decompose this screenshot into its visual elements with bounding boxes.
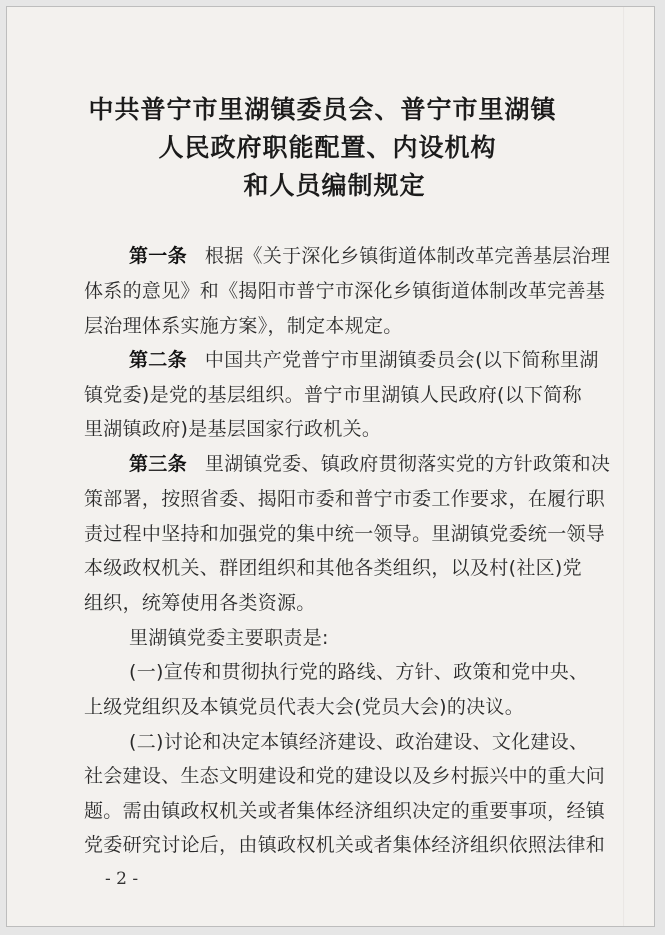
- duty-1-text-1: (一)宣传和贯彻执行党的路线、方针、政策和党中央、: [129, 661, 589, 683]
- article-3-text-4: 本级政权机关、群团组织和其他各类组织，以及村(社区)党: [84, 557, 582, 579]
- document-title-line-2: 人民政府职能配置、内设机构: [158, 133, 497, 162]
- document-title-line-3: 和人员编制规定: [243, 171, 426, 200]
- document-title-line-1: 中共普宁市里湖镇委员会、普宁市里湖镇: [88, 95, 557, 124]
- article-3-text-1: 里湖镇党委、镇政府贯彻落实党的方针政策和决: [204, 453, 611, 475]
- duty-2-text-4: 党委研究讨论后，由镇政权机关或者集体经济组织依照法律和: [84, 834, 606, 856]
- article-1-text-3: 层治理体系实施方案》，制定本规定。: [84, 315, 403, 337]
- article-2-first-line: [129, 349, 599, 371]
- duty-2-text-1: (二)讨论和决定本镇经济建设、政治建设、文化建设、: [129, 731, 589, 753]
- article-1-text-2: 体系的意见》和《揭阳市普宁市深化乡镇街道体制改革完善基: [84, 280, 606, 302]
- article-2-heading: 第二条: [129, 349, 187, 371]
- article-2-text-3: 里湖镇政府)是基层国家行政机关。: [84, 418, 382, 440]
- article-2-text-2: 镇党委)是党的基层组织。普宁市里湖镇人民政府(以下简称: [84, 384, 582, 406]
- article-1-first-line: [129, 245, 610, 267]
- duty-2-text-3: 题。需由镇政权机关或者集体经济组织决定的重要事项，经镇: [84, 800, 606, 822]
- article-1-heading: 第一条: [129, 245, 187, 267]
- article-3-first-line: [129, 453, 610, 475]
- article-1-text-1: 根据《关于深化乡镇街道体制改革完善基层治理: [204, 245, 611, 267]
- article-3-text-3: 责过程中坚持和加强党的集中统一领导。里湖镇党委统一领导: [84, 523, 606, 545]
- duty-2-text-2: 社会建设、生态文明建设和党的建设以及乡村振兴中的重大问: [84, 765, 606, 787]
- article-3-heading: 第三条: [129, 453, 187, 475]
- document-page: [6, 6, 655, 927]
- duties-intro: 里湖镇党委主要职责是:: [129, 627, 329, 649]
- article-3-text-5: 组织，统筹使用各类资源。: [84, 592, 316, 614]
- article-2-text-1: 中国共产党普宁市里湖镇委员会(以下简称里湖: [204, 349, 599, 371]
- article-3-text-2: 策部署，按照省委、揭阳市委和普宁市委工作要求，在履行职: [84, 488, 606, 510]
- duty-1-text-2: 上级党组织及本镇党员代表大会(党员大会)的决议。: [84, 696, 525, 718]
- page-number: - 2 -: [105, 869, 139, 889]
